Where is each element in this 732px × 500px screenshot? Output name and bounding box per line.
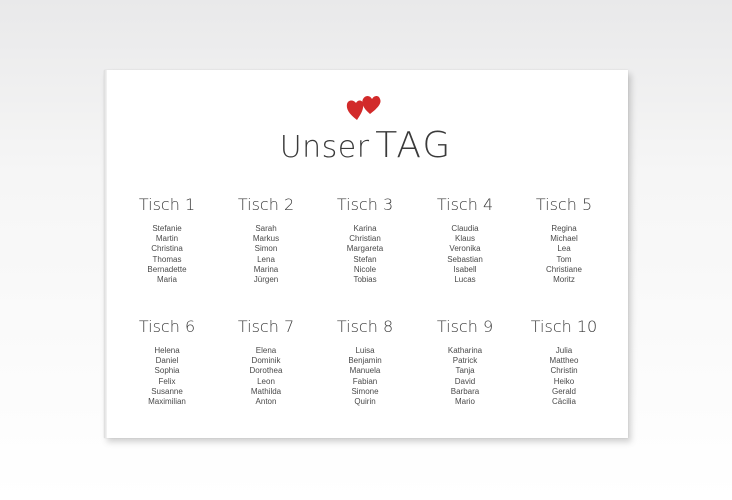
table-name: Tisch 6 <box>138 317 196 336</box>
guest-name: Lena <box>257 254 275 264</box>
guest-name: Klaus <box>454 234 475 244</box>
table-name: Tisch 5 <box>535 195 593 214</box>
guest-name: Barbara <box>450 386 480 396</box>
guest-name: Patrick <box>452 356 478 366</box>
guest-name: Tobias <box>353 275 377 285</box>
guest-name: Sarah <box>255 224 277 233</box>
table-name: Tisch 7 <box>237 317 295 336</box>
guest-name: Veronika <box>449 244 481 254</box>
guest-name: Quirin <box>354 397 376 407</box>
guest-name: Dominik <box>251 356 281 366</box>
guest-name: Tanja <box>455 366 475 376</box>
guest-name: Karina <box>353 224 377 233</box>
guest-name: Stefanie <box>152 224 182 233</box>
guest-name: Lucas <box>454 275 476 285</box>
guest-name: Elena <box>255 346 277 355</box>
guest-name: Sophia <box>154 366 180 376</box>
seating-table <box>315 196 415 285</box>
guest-name: Moritz <box>553 275 575 285</box>
guest-name: Isabell <box>453 264 477 274</box>
table-name: Tisch 2 <box>237 195 295 214</box>
guest-name: Daniel <box>155 356 179 366</box>
guest-name: Sebastian <box>447 254 483 264</box>
guest-name: Mario <box>454 397 475 407</box>
guest-name: Christian <box>349 234 381 244</box>
guest-name: Luisa <box>355 346 375 355</box>
guest-name: Maximilian <box>148 397 186 407</box>
table-name: Tisch 3 <box>336 195 394 214</box>
title-word-1: Unser <box>279 130 370 165</box>
title-word-2: TAG <box>375 125 453 166</box>
seating-plan-poster <box>104 70 628 438</box>
table-name: Tisch 10 <box>530 317 598 336</box>
seating-table <box>117 196 217 285</box>
guest-name: Bernadette <box>147 264 187 274</box>
guest-name: Tom <box>556 254 572 264</box>
guest-name: Jürgen <box>253 275 279 285</box>
table-name: Tisch 8 <box>336 317 394 336</box>
guest-name: Leon <box>257 376 275 386</box>
guest-name: Fabian <box>352 376 378 386</box>
guest-name: Michael <box>550 234 578 244</box>
seating-table <box>514 318 614 407</box>
poster-title <box>104 125 628 166</box>
guest-name: Cäcilia <box>551 397 576 407</box>
heart-left <box>347 100 363 120</box>
seating-table <box>216 318 316 407</box>
guest-name: Markus <box>252 234 280 244</box>
guest-name: Maria <box>156 275 177 285</box>
guest-name: Margareta <box>346 244 384 254</box>
table-name: Tisch 4 <box>436 195 494 214</box>
guest-name: Lea <box>557 244 571 254</box>
guest-name: Benjamin <box>348 356 382 366</box>
guest-name: Thomas <box>152 254 182 264</box>
guest-name: David <box>454 376 476 386</box>
seating-table <box>216 196 316 285</box>
guest-name: Claudia <box>451 224 479 233</box>
guest-name: Marina <box>253 264 279 274</box>
guest-name: Gerald <box>551 386 576 396</box>
guest-name: Helena <box>154 346 180 355</box>
guest-name: Regina <box>551 224 577 233</box>
guest-name: Simone <box>351 386 379 396</box>
heart-right <box>362 96 380 114</box>
guest-name: Heiko <box>553 376 575 386</box>
guest-name: Simon <box>254 244 278 254</box>
guest-name: Manuela <box>349 366 381 376</box>
guest-name: Christiane <box>545 264 582 274</box>
seating-table <box>415 196 515 285</box>
guest-name: Stefan <box>353 254 377 264</box>
poster-edge <box>104 70 107 438</box>
guest-name: Mathilda <box>250 386 282 396</box>
guest-name: Martin <box>155 234 179 244</box>
guest-name: Christina <box>151 244 183 254</box>
guest-name: Felix <box>158 376 176 386</box>
guest-name: Mattheo <box>549 356 579 366</box>
guest-name: Katharina <box>447 346 483 355</box>
seating-table <box>415 318 515 407</box>
guest-name: Nicole <box>353 264 377 274</box>
seating-table <box>315 318 415 407</box>
guest-name: Anton <box>255 397 277 407</box>
seating-table <box>117 318 217 407</box>
guest-name: Julia <box>555 346 573 355</box>
hearts-icon <box>345 92 385 124</box>
seating-table <box>514 196 614 285</box>
guest-name: Susanne <box>151 386 183 396</box>
table-name: Tisch 9 <box>436 317 494 336</box>
guest-name: Dorothea <box>249 366 283 376</box>
table-name: Tisch 1 <box>138 195 196 214</box>
guest-name: Christin <box>550 366 578 376</box>
